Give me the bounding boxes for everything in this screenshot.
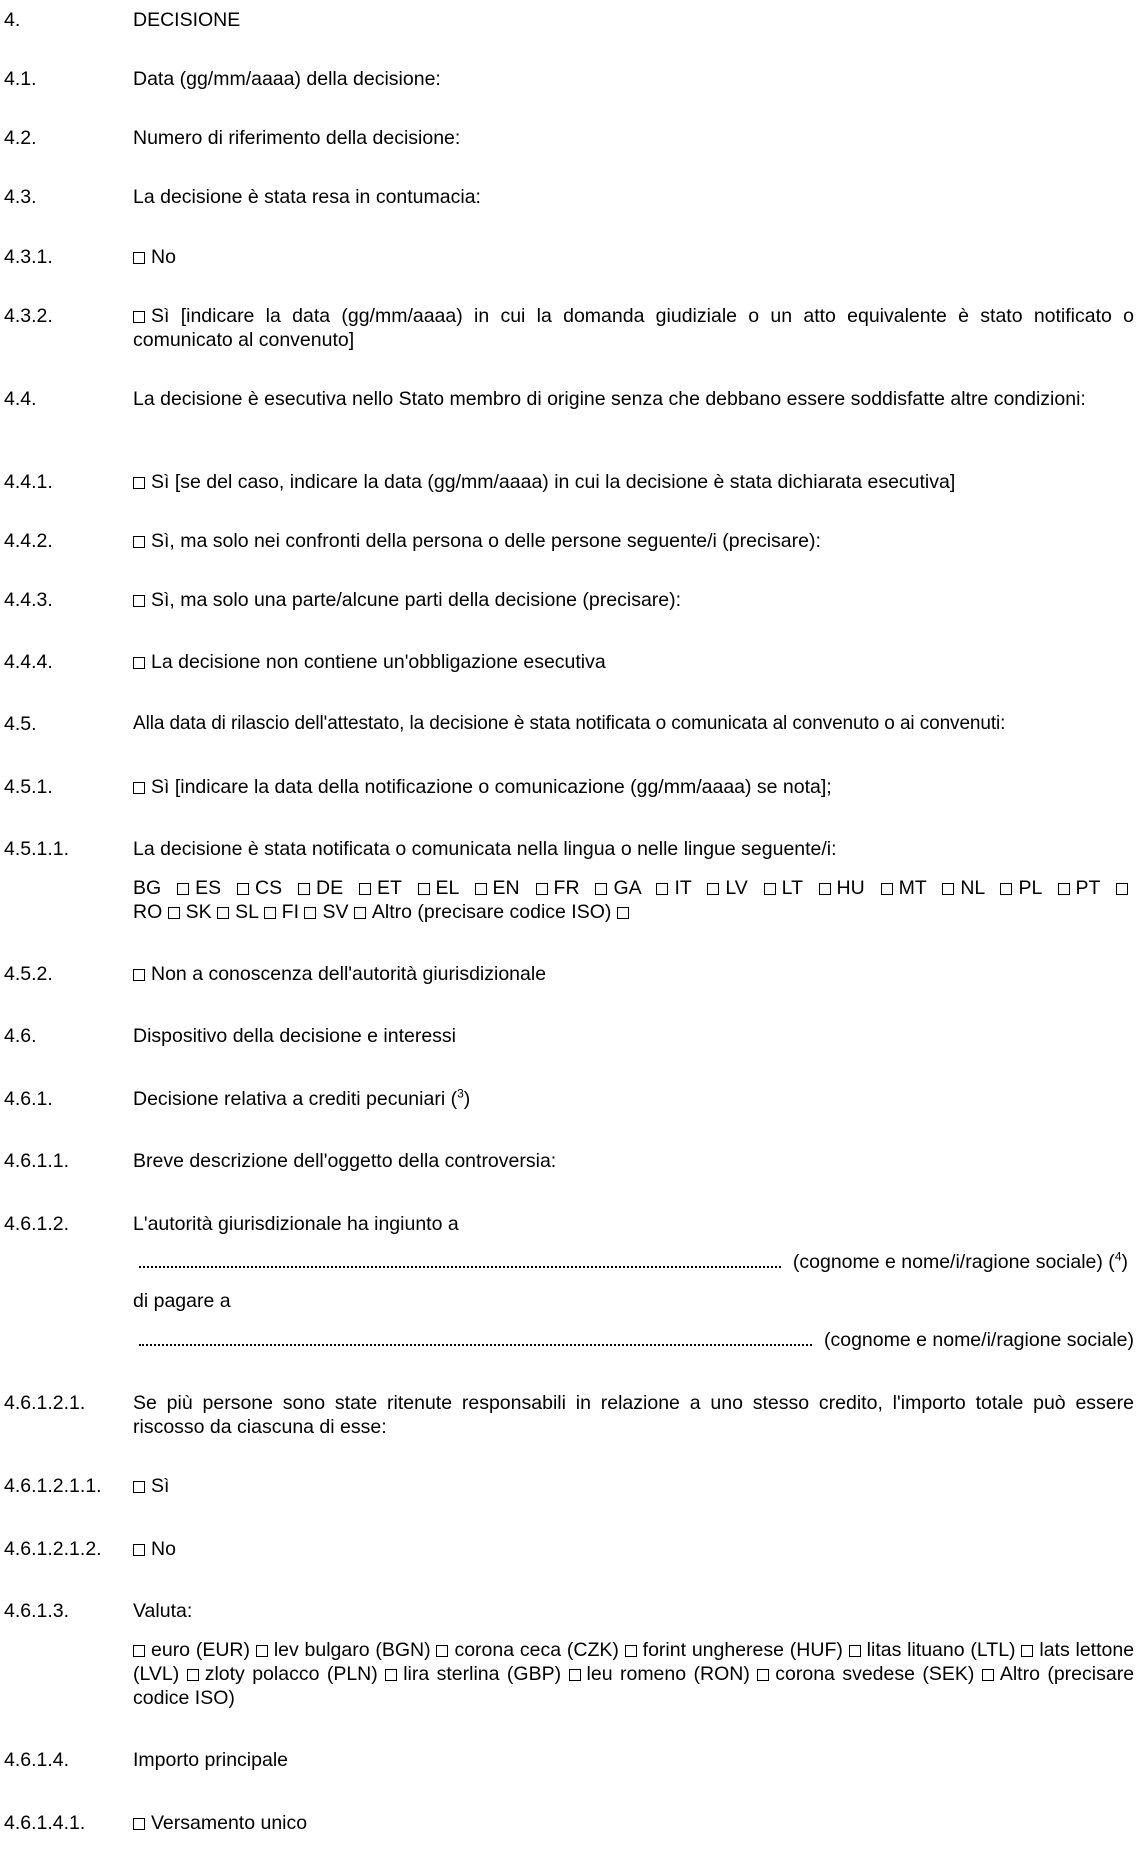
pay-to-label: di pagare a xyxy=(133,1290,231,1312)
checkbox[interactable] xyxy=(256,1645,268,1657)
checkbox[interactable] xyxy=(298,883,310,895)
checkbox[interactable] xyxy=(757,1669,769,1681)
option-label: LV xyxy=(725,877,748,899)
checkbox[interactable] xyxy=(656,883,668,895)
checkbox[interactable] xyxy=(133,1645,145,1657)
checkbox[interactable] xyxy=(625,1645,637,1657)
checkbox[interactable] xyxy=(617,907,629,919)
item-number: 4.6.1.2.1.2. xyxy=(4,1538,102,1560)
checkbox[interactable] xyxy=(475,883,487,895)
item-text: Valuta: xyxy=(133,1600,193,1622)
creditor-label: (cognome e nome/i/ragione sociale) xyxy=(823,1329,1134,1351)
checkbox[interactable] xyxy=(133,477,145,489)
item-text: Data (gg/mm/aaaa) della decisione: xyxy=(133,68,441,90)
option-label: zloty polacco (PLN) xyxy=(204,1663,378,1685)
section-number: 4. xyxy=(4,9,21,31)
option-label: La decisione non contiene un'obbligazione esecutiva xyxy=(151,651,606,673)
option-label: Altro (precisare codice ISO) xyxy=(371,901,612,923)
option-label: Sì, ma solo nei confronti della persona o delle persone seguente/i (precisare): xyxy=(151,530,821,552)
checkbox[interactable] xyxy=(264,907,276,919)
item-number: 4.6. xyxy=(4,1025,37,1047)
checkbox[interactable] xyxy=(819,883,831,895)
checkbox[interactable] xyxy=(982,1669,994,1681)
checkbox[interactable] xyxy=(133,657,145,669)
paren-close: ) xyxy=(1121,1251,1128,1273)
checkbox[interactable] xyxy=(217,907,229,919)
item-number: 4.6.1.4. xyxy=(4,1749,70,1771)
option-label: IT xyxy=(674,877,692,899)
option-label: SK xyxy=(185,901,212,923)
option-label: PT xyxy=(1075,877,1101,899)
paren-close: ) xyxy=(463,1088,471,1110)
item-number: 4.6.1.2. xyxy=(4,1213,70,1235)
checkbox[interactable] xyxy=(1000,883,1012,895)
item-number: 4.1. xyxy=(4,68,37,90)
lang-line-1 xyxy=(133,877,1134,899)
item-number: 4.5.1.1. xyxy=(4,838,70,860)
checkbox[interactable] xyxy=(942,883,954,895)
item-text: Breve descrizione dell'oggetto della controversia: xyxy=(133,1150,557,1172)
checkbox[interactable] xyxy=(849,1645,861,1657)
option-label: corona svedese (SEK) xyxy=(775,1663,975,1685)
option-label: leu romeno (RON) xyxy=(586,1663,750,1685)
option-label: lats lettone (LVL) xyxy=(133,1639,1135,1685)
option-label: Sì [se del caso, indicare la data (gg/mm/aaaa) in cui la decisione è stata dichiarata esecutiva] xyxy=(151,471,956,493)
lang-line-2 xyxy=(133,901,635,923)
checkbox[interactable] xyxy=(304,907,316,919)
option-label: LT xyxy=(781,877,803,899)
creditor-field[interactable] xyxy=(139,1328,812,1346)
option-label: lira sterlina (GBP) xyxy=(403,1663,562,1685)
item-number: 4.6.1.4.1. xyxy=(4,1812,86,1834)
item-number: 4.5. xyxy=(4,713,37,735)
item-number: 4.6.1.1. xyxy=(4,1150,70,1172)
checkbox[interactable] xyxy=(177,883,189,895)
item-number: 4.4.3. xyxy=(4,589,53,611)
option-label: NL xyxy=(960,877,985,899)
item-text: L'autorità giurisdizionale ha ingiunto a xyxy=(133,1213,459,1235)
item-text: Decisione relativa a crediti pecuniari ( xyxy=(133,1088,458,1110)
currency-list xyxy=(133,1638,1134,1710)
item-number: 4.5.1. xyxy=(4,776,53,798)
item-text: Se più persone sono state ritenute responsabili in relazione a uno stesso credito, l'importo totale può essere riscosso da ciascuna di esse: xyxy=(133,1392,1134,1438)
checkbox[interactable] xyxy=(359,883,371,895)
option-label: No xyxy=(151,246,176,268)
checkbox[interactable] xyxy=(133,252,145,264)
checkbox[interactable] xyxy=(168,907,180,919)
item-number: 4.4.4. xyxy=(4,651,53,673)
checkbox[interactable] xyxy=(1021,1645,1033,1657)
checkbox[interactable] xyxy=(436,1645,448,1657)
checkbox[interactable] xyxy=(418,883,430,895)
checkbox[interactable] xyxy=(569,1669,581,1681)
option-label: DE xyxy=(316,877,344,899)
checkbox[interactable] xyxy=(707,883,719,895)
item-text: La decisione è stata resa in contumacia: xyxy=(133,186,481,208)
checkbox[interactable] xyxy=(385,1669,397,1681)
section-title: DECISIONE xyxy=(133,9,241,31)
option-label: litas lituano (LTL) xyxy=(866,1639,1016,1661)
option-label: CS xyxy=(255,877,283,899)
option-label: EN xyxy=(492,877,520,899)
item-number: 4.4.1. xyxy=(4,471,53,493)
checkbox[interactable] xyxy=(1116,883,1128,895)
option-label: Sì xyxy=(151,1475,170,1497)
item-text: Numero di riferimento della decisione: xyxy=(133,127,461,149)
checkbox[interactable] xyxy=(595,883,607,895)
checkbox[interactable] xyxy=(133,311,145,323)
option-label: Non a conoscenza dell'autorità giurisdizionale xyxy=(151,963,547,985)
option-label: Versamento unico xyxy=(151,1812,308,1834)
option-label: SL xyxy=(235,901,259,923)
checkbox[interactable] xyxy=(133,782,145,794)
option-label: BG xyxy=(133,877,162,899)
item-number: 4.5.2. xyxy=(4,963,53,985)
item-text: La decisione è stata notificata o comunicata nella lingua o nelle lingue seguente/i: xyxy=(133,838,837,860)
checkbox[interactable] xyxy=(133,1544,145,1556)
checkbox[interactable] xyxy=(133,536,145,548)
option-label: Altro (precisare codice ISO) xyxy=(133,1663,1135,1709)
option-label: MT xyxy=(898,877,927,899)
checkbox[interactable] xyxy=(881,883,893,895)
footnote-ref: 4 xyxy=(1114,1249,1122,1264)
option-label: PL xyxy=(1018,877,1042,899)
checkbox[interactable] xyxy=(536,883,548,895)
checkbox[interactable] xyxy=(133,1481,145,1493)
item-text: Alla data di rilascio dell'attestato, la decisione è stata notificata o comunicata al convenuto o ai convenuti: xyxy=(133,713,1006,734)
option-label: ET xyxy=(377,877,402,899)
footnote-ref: 3 xyxy=(457,1086,464,1101)
debtor-field[interactable] xyxy=(139,1250,781,1268)
item-number: 4.6.1.3. xyxy=(4,1600,70,1622)
item-number: 4.4. xyxy=(4,388,37,410)
checkbox[interactable] xyxy=(133,969,145,981)
option-label: No xyxy=(151,1538,176,1560)
checkbox[interactable] xyxy=(237,883,249,895)
option-label: Sì [indicare la data della notificazione o comunicazione (gg/mm/aaaa) se nota]; xyxy=(151,776,832,798)
item-number: 4.3. xyxy=(4,186,37,208)
option-label: lev bulgaro (BGN) xyxy=(273,1639,431,1661)
item-number: 4.3.2. xyxy=(4,305,53,327)
option-label: Sì, ma solo una parte/alcune parti della decisione (precisare): xyxy=(151,589,682,611)
option-label: SV xyxy=(322,901,349,923)
item-number: 4.2. xyxy=(4,127,37,149)
option-label: euro (EUR) xyxy=(151,1639,250,1661)
option-label: FI xyxy=(281,901,300,923)
option-label: RO xyxy=(133,901,163,923)
item-number: 4.6.1. xyxy=(4,1088,53,1110)
debtor-label: (cognome e nome/i/ragione sociale) ( xyxy=(792,1251,1115,1273)
item-text: Importo principale xyxy=(133,1749,288,1771)
item-number: 4.4.2. xyxy=(4,530,53,552)
option-label: forint ungherese (HUF) xyxy=(642,1639,843,1661)
item-number: 4.6.1.2.1.1. xyxy=(4,1475,102,1497)
option-label: corona ceca (CZK) xyxy=(454,1639,619,1661)
option-label: ES xyxy=(195,877,222,899)
option-label: EL xyxy=(435,877,459,899)
option-label: FR xyxy=(553,877,580,899)
checkbox[interactable] xyxy=(354,907,366,919)
item-number: 4.6.1.2.1. xyxy=(4,1392,86,1414)
checkbox[interactable] xyxy=(133,1818,145,1830)
item-text: Dispositivo della decisione e interessi xyxy=(133,1025,456,1047)
option-label: HU xyxy=(836,877,865,899)
option-label: GA xyxy=(613,877,641,899)
checkbox[interactable] xyxy=(133,595,145,607)
item-number: 4.3.1. xyxy=(4,246,53,268)
item-text: La decisione è esecutiva nello Stato membro di origine senza che debbano essere soddisfatte altre condizioni: xyxy=(133,388,1086,410)
checkbox[interactable] xyxy=(187,1669,199,1681)
checkbox[interactable] xyxy=(764,883,776,895)
checkbox[interactable] xyxy=(1058,883,1070,895)
option-label: Sì [indicare la data (gg/mm/aaaa) in cui la domanda giudiziale o un atto equivalente è stato notificato o comunicato al convenuto] xyxy=(133,305,1134,351)
